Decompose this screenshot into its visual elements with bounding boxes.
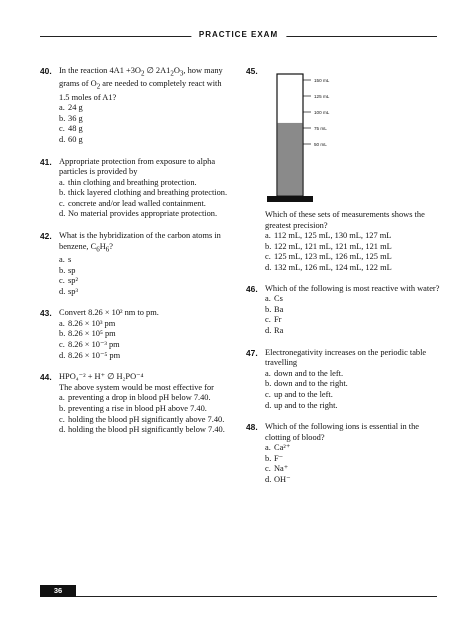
liquid-fill [278,123,303,195]
question-46 [246,284,442,337]
question-40 [40,66,230,146]
question-45 [246,66,442,274]
option-a: a. 112 mL, 125 mL, 130 mL, 127 mL [265,231,392,241]
option-b: b. F⁻ [265,453,284,463]
question-number: 47. [246,347,258,358]
page-header [40,30,437,42]
question-number: 46. [246,283,258,294]
page-footer [40,585,437,597]
question-41 [40,157,230,221]
graduation-label: 100 mL [314,110,330,115]
graduation-label: 50 mL [314,142,327,147]
option-b: b. thick layered clothing and breathing protection. [59,188,228,198]
question-48 [246,422,442,486]
option-a: a. thin clothing and breathing protection. [59,177,197,187]
question-number: 41. [40,156,52,167]
option-b: b. down and to the right. [265,379,348,389]
question-stem: What is the hybridization of the carbon atoms in benzene, $C_6H_6$? [59,231,221,254]
question-equation: HPO₄⁻² + H⁺ ∅ H₂PO⁻⁴ [59,372,144,382]
option-b: b. 122 mL, 121 mL, 121 mL, 121 mL [265,241,392,251]
graduated-cylinder [265,66,385,210]
option-b: b. 36 g [59,113,83,123]
question-stem: In the reaction $4A1 +3O_2$ ∅ $2A1_2O_3$, how many grams of $O_2$ are needed to completely react with 1.5 moles of A1? [59,66,223,102]
header-title: PRACTICE EXAM [191,30,286,39]
graduation-label: 150 mL [314,78,330,83]
question-44 [40,372,230,436]
question-stem: Which of these sets of measurements shows the greatest precision? [265,210,425,230]
option-b: b. 8.26 × 10⁵ pm [59,329,116,339]
option-a: a. preventing a drop in blood pH below 7.40. [59,393,211,403]
option-a: a. down and to the left. [265,368,344,378]
option-c: c. 125 mL, 123 mL, 126 mL, 125 mL [265,252,392,262]
option-c: c. 48 g [59,124,83,134]
option-c: c. 8.26 × 10⁻³ pm [59,340,120,350]
left-column [40,66,230,436]
option-a: a. 24 g [59,103,83,113]
graduation-label: 75 mL [314,126,327,131]
question-42 [40,231,230,297]
option-d: d. up and to the right. [265,400,338,410]
question-number: 44. [40,372,52,383]
question-number: 43. [40,308,52,319]
option-c: c. holding the blood pH significantly above 7.40. [59,414,225,424]
option-d: d. No material provides appropriate protection. [59,209,218,219]
question-43 [40,308,230,361]
option-d: d. holding the blood pH significantly below 7.40. [59,425,225,435]
question-number: 45. [246,66,258,76]
question-stem: Appropriate protection from exposure to alpha particles is provided by [59,156,216,177]
footer-rule [76,596,437,597]
question-number: 40. [40,66,52,76]
cylinder-base [267,196,313,202]
option-b: b. sp [59,265,76,275]
option-b: b. preventing a rise in blood pH above 7.40. [59,404,207,414]
option-d: d. 132 mL, 126 mL, 124 mL, 122 mL [265,262,392,272]
option-d: d. Ra [265,325,284,335]
graduated-cylinder-figure [265,66,442,210]
option-c: c. concrete and/or lead walled containment. [59,198,206,208]
option-c: c. Fr [265,315,282,325]
question-stem: Which of the following is most reactive with water? [265,283,440,293]
option-d: d. 8.26 × 10⁻⁵ pm [59,350,121,360]
page-number: 36 [40,585,76,597]
option-d: d. OH⁻ [265,475,291,485]
right-column [246,66,442,486]
option-d: d. 60 g [59,134,83,144]
question-stem: The above system would be most effective for [59,382,214,392]
option-c: c. up and to the left. [265,389,333,399]
option-a: a. Cs [265,294,283,304]
question-number: 42. [40,231,52,242]
option-b: b. Ba [265,304,284,314]
question-stem: Electronegativity increases on the periodic table travelling [265,347,427,368]
graduation-marks [303,78,330,147]
option-a: a. 8.26 × 10³ pm [59,318,116,328]
graduation-label: 125 mL [314,94,330,99]
option-d: d. sp³ [59,286,78,296]
option-a: a. s [59,254,72,264]
option-c: c. sp² [59,276,78,286]
question-stem: Which of the following ions is essential in the clotting of blood? [265,422,419,442]
option-a: a. Ca²⁺ [265,443,291,453]
option-c: c. Na⁺ [265,464,289,474]
question-number: 48. [246,422,258,433]
question-47 [246,348,442,412]
question-stem: Convert 8.26 × 10² nm to pm. [59,308,159,318]
